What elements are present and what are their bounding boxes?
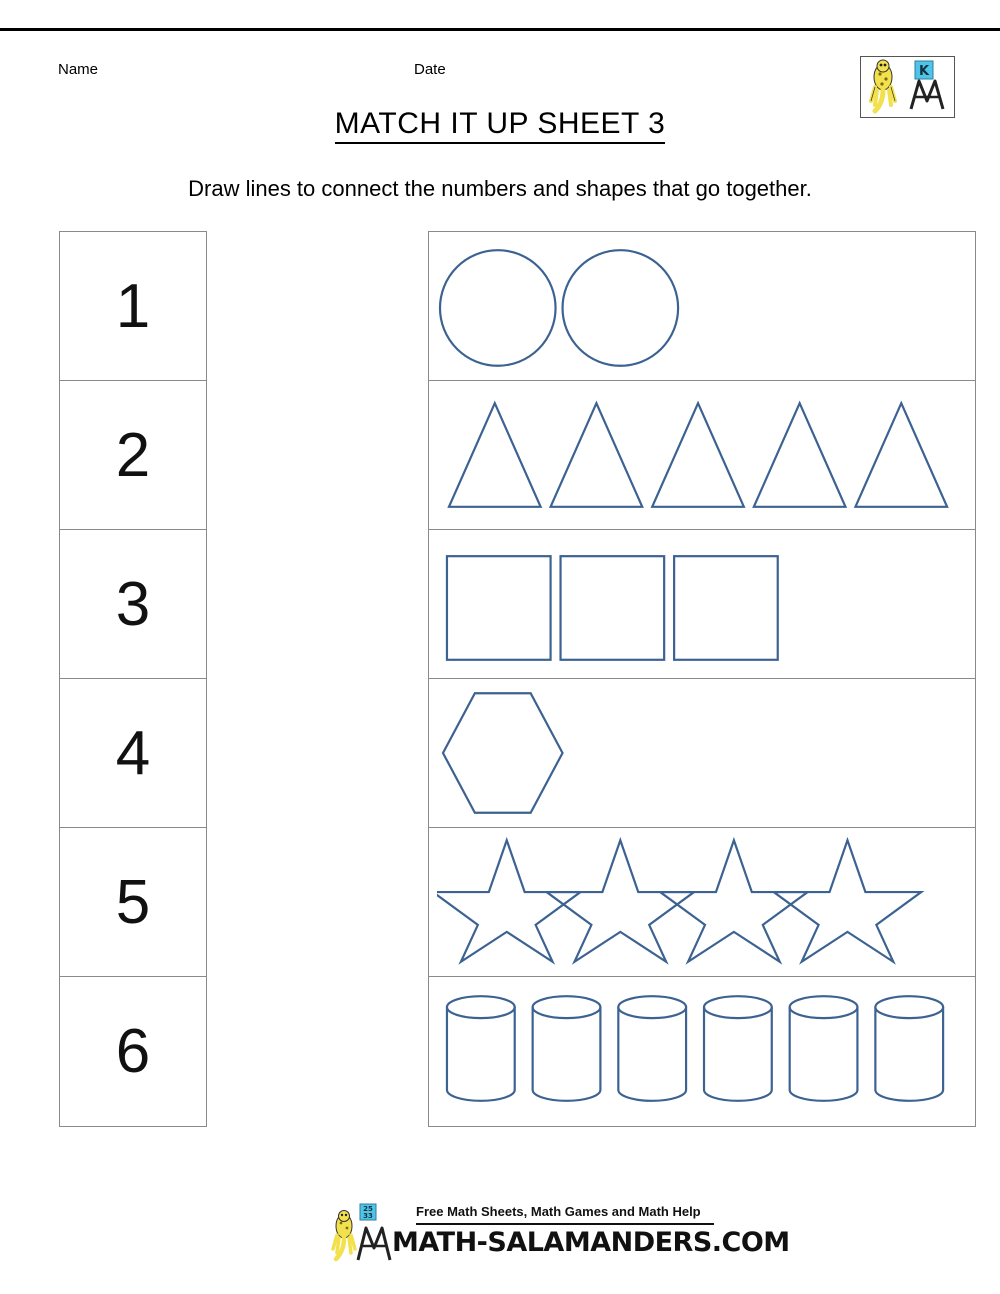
triangles-row[interactable] <box>429 381 975 530</box>
page-title-text: MATCH IT UP SHEET 3 <box>335 107 666 144</box>
footer-brand[interactable]: MATH-SALAMANDERS.COM <box>392 1227 790 1258</box>
instructions-text: Draw lines to connect the numbers and shapes that go together. <box>188 176 812 201</box>
circles-row[interactable] <box>429 232 975 381</box>
number-cell[interactable]: 4 <box>60 679 206 828</box>
cylinders-row[interactable] <box>429 977 975 1126</box>
footer-divider <box>416 1223 714 1225</box>
number-cell[interactable]: 2 <box>60 381 206 530</box>
number-cell[interactable]: 3 <box>60 530 206 679</box>
stars-row[interactable] <box>429 828 975 977</box>
number-cell[interactable]: 6 <box>115 1017 151 1086</box>
footer <box>0 1196 1000 1276</box>
svg-text:33: 33 <box>363 1212 373 1220</box>
shapes-column <box>428 231 976 1127</box>
page-title <box>0 107 1000 141</box>
svg-text:K: K <box>918 64 930 79</box>
date-label: Date <box>414 61 446 78</box>
svg-text:25: 25 <box>363 1205 373 1213</box>
footer-logo-icon <box>328 1202 400 1268</box>
number-cell[interactable]: 5 <box>60 828 206 977</box>
number-cell[interactable]: 1 <box>60 232 206 381</box>
numbers-column <box>59 231 207 1127</box>
footer-tagline: Free Math Sheets, Math Games and Math Help <box>416 1204 701 1219</box>
top-divider <box>0 28 1000 31</box>
name-label: Name <box>58 61 99 78</box>
squares-row[interactable] <box>429 530 975 679</box>
hexagon-row[interactable] <box>429 679 975 828</box>
